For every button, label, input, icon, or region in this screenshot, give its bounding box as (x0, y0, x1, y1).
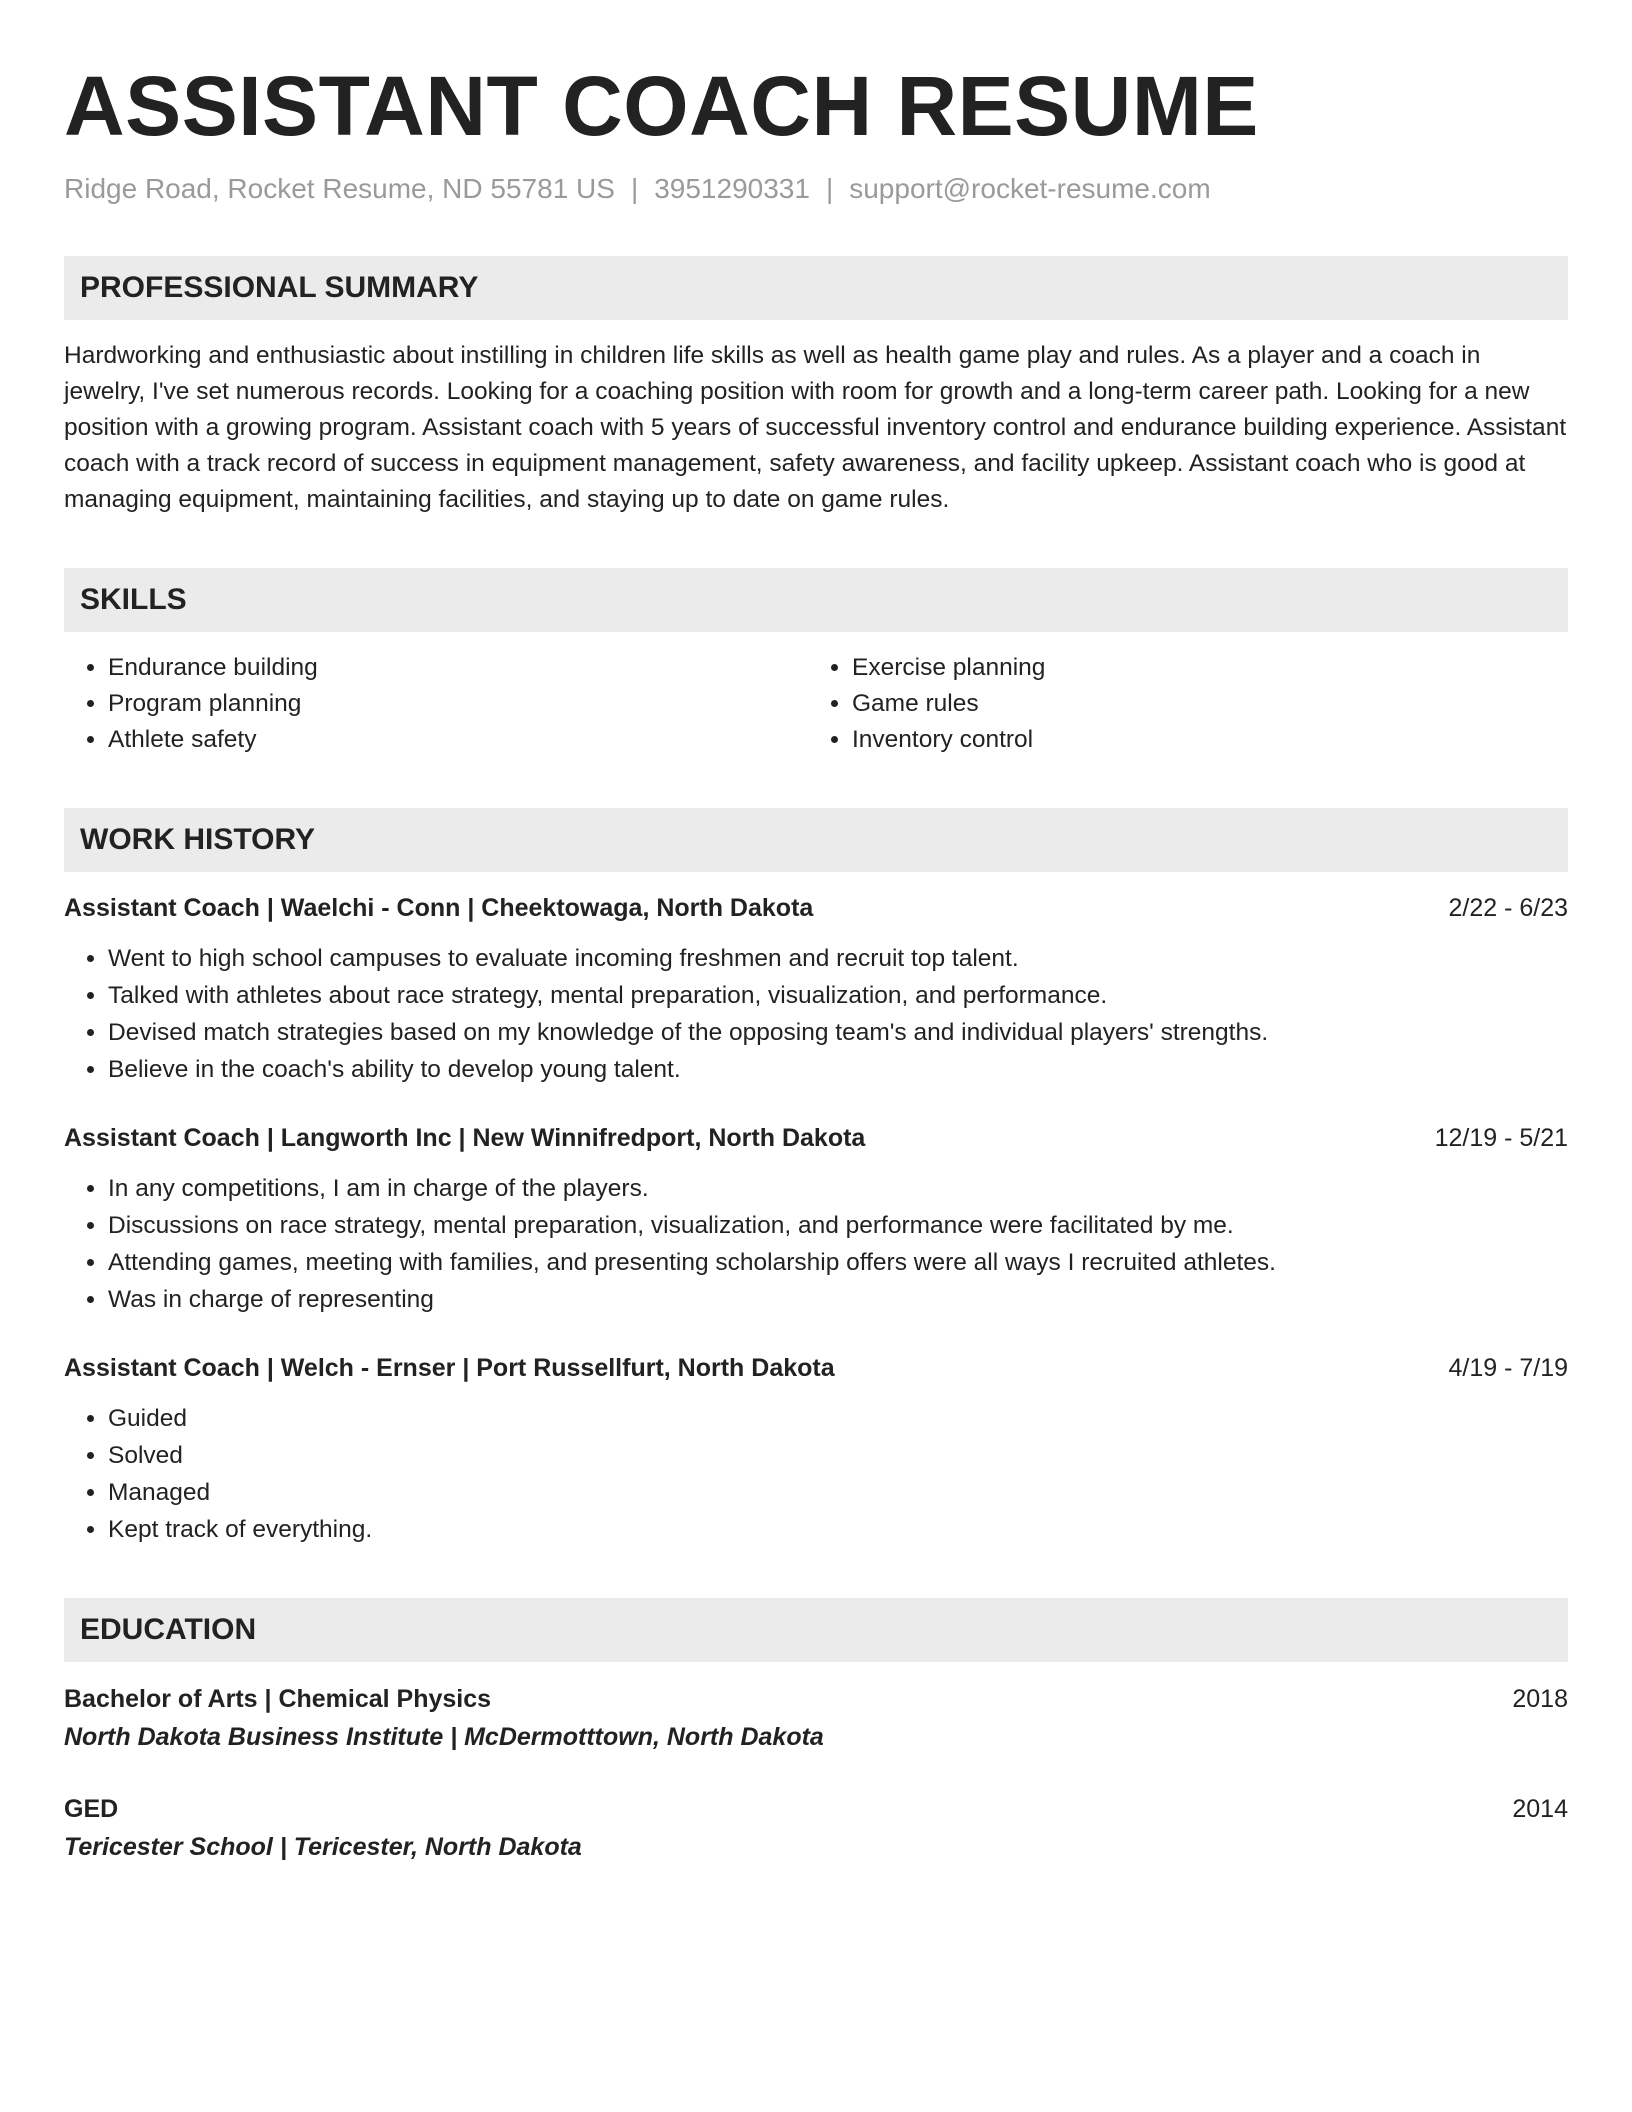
skill-item: • Game rules (852, 686, 1552, 722)
job-entry (64, 1350, 1568, 1548)
education-entry (64, 1790, 1568, 1866)
resume-title: ASSISTANT COACH RESUME (64, 59, 1259, 153)
job-header (64, 1120, 1568, 1156)
email-address: support@rocket-resume.com (849, 173, 1211, 204)
section-header-skills: SKILLS (64, 568, 1568, 632)
skills-column-left (64, 650, 808, 758)
skill-item: • Inventory control (852, 722, 1552, 758)
skill-item: • Athlete safety (108, 722, 808, 758)
job-dates: 12/19 - 5/21 (1434, 1124, 1568, 1152)
job-bullet: • Attending games, meeting with families, and presenting scholarship offers were all ways I recruited athletes. (108, 1244, 1568, 1281)
job-bullet: • Went to high school campuses to evaluate incoming freshmen and recruit top talent. (108, 940, 1568, 977)
summary-text: Hardworking and enthusiastic about instilling in children life skills as well as health game play and rules. As a player and a coach in jewelry, I've set numerous records. Looking for a coaching position with room for growth and a long-term career path. Looking for a new position with a growing program. Assistant coach with 5 years of successful inventory control and endurance building experience. Assistant coach with a track record of success in equipment management, safety awareness, and facility upkeep. Assistant coach who is good at managing equipment, maintaining facilities, and staying up to date on game rules. (64, 342, 1567, 513)
job-bullet: • Solved (108, 1437, 1568, 1474)
job-header (64, 1350, 1568, 1386)
education-header (64, 1790, 1568, 1828)
skills-column-right (808, 650, 1552, 758)
job-bullets (64, 1170, 1568, 1318)
job-entry (64, 890, 1568, 1088)
job-title: Assistant Coach | Waelchi - Conn | Cheektowaga, North Dakota (64, 894, 814, 922)
job-bullet: • Believe in the coach's ability to develop young talent. (108, 1051, 1568, 1088)
education-school: North Dakota Business Institute | McDermotttown, North Dakota (64, 1723, 824, 1751)
section-header-summary: PROFESSIONAL SUMMARY (64, 256, 1568, 320)
education-degree: Bachelor of Arts | Chemical Physics (64, 1685, 492, 1713)
job-bullet: • Discussions on race strategy, mental preparation, visualization, and performance were facilitated by me. (108, 1207, 1568, 1244)
education-degree: GED (64, 1795, 119, 1823)
education-year: 2014 (1512, 1795, 1568, 1823)
education-year: 2018 (1512, 1685, 1568, 1713)
job-bullet: • Was in charge of representing (108, 1281, 1568, 1318)
skill-item: • Program planning (108, 686, 808, 722)
job-bullet: • Guided (108, 1400, 1568, 1437)
job-title: Assistant Coach | Welch - Ernser | Port Russellfurt, North Dakota (64, 1354, 835, 1382)
job-bullet: • Managed (108, 1474, 1568, 1511)
address: Ridge Road, Rocket Resume, ND 55781 US (64, 173, 615, 204)
job-bullet: • Talked with athletes about race strategy, mental preparation, visualization, and performance. (108, 977, 1568, 1014)
skills-list (64, 650, 1568, 758)
education-entry (64, 1680, 1568, 1756)
phone-number: 3951290331 (654, 173, 810, 204)
education-school: Tericester School | Tericester, North Dakota (64, 1833, 582, 1861)
contact-separator: | (825, 173, 834, 204)
skill-item: • Exercise planning (852, 650, 1552, 686)
section-header-work-history: WORK HISTORY (64, 808, 1568, 872)
skill-item: • Endurance building (108, 650, 808, 686)
education-header (64, 1680, 1568, 1718)
job-dates: 2/22 - 6/23 (1448, 894, 1568, 922)
job-entry (64, 1120, 1568, 1318)
section-header-education: EDUCATION (64, 1598, 1568, 1662)
job-bullet: • Devised match strategies based on my knowledge of the opposing team's and individual players' strengths. (108, 1014, 1568, 1051)
job-title: Assistant Coach | Langworth Inc | New Winnifredport, North Dakota (64, 1124, 866, 1152)
job-dates: 4/19 - 7/19 (1448, 1354, 1568, 1382)
job-bullets (64, 1400, 1568, 1548)
job-bullet: • In any competitions, I am in charge of the players. (108, 1170, 1568, 1207)
contact-separator: | (630, 173, 639, 204)
job-header (64, 890, 1568, 926)
job-bullet: • Kept track of everything. (108, 1511, 1568, 1548)
contact-line (64, 172, 1568, 206)
job-bullets (64, 940, 1568, 1088)
